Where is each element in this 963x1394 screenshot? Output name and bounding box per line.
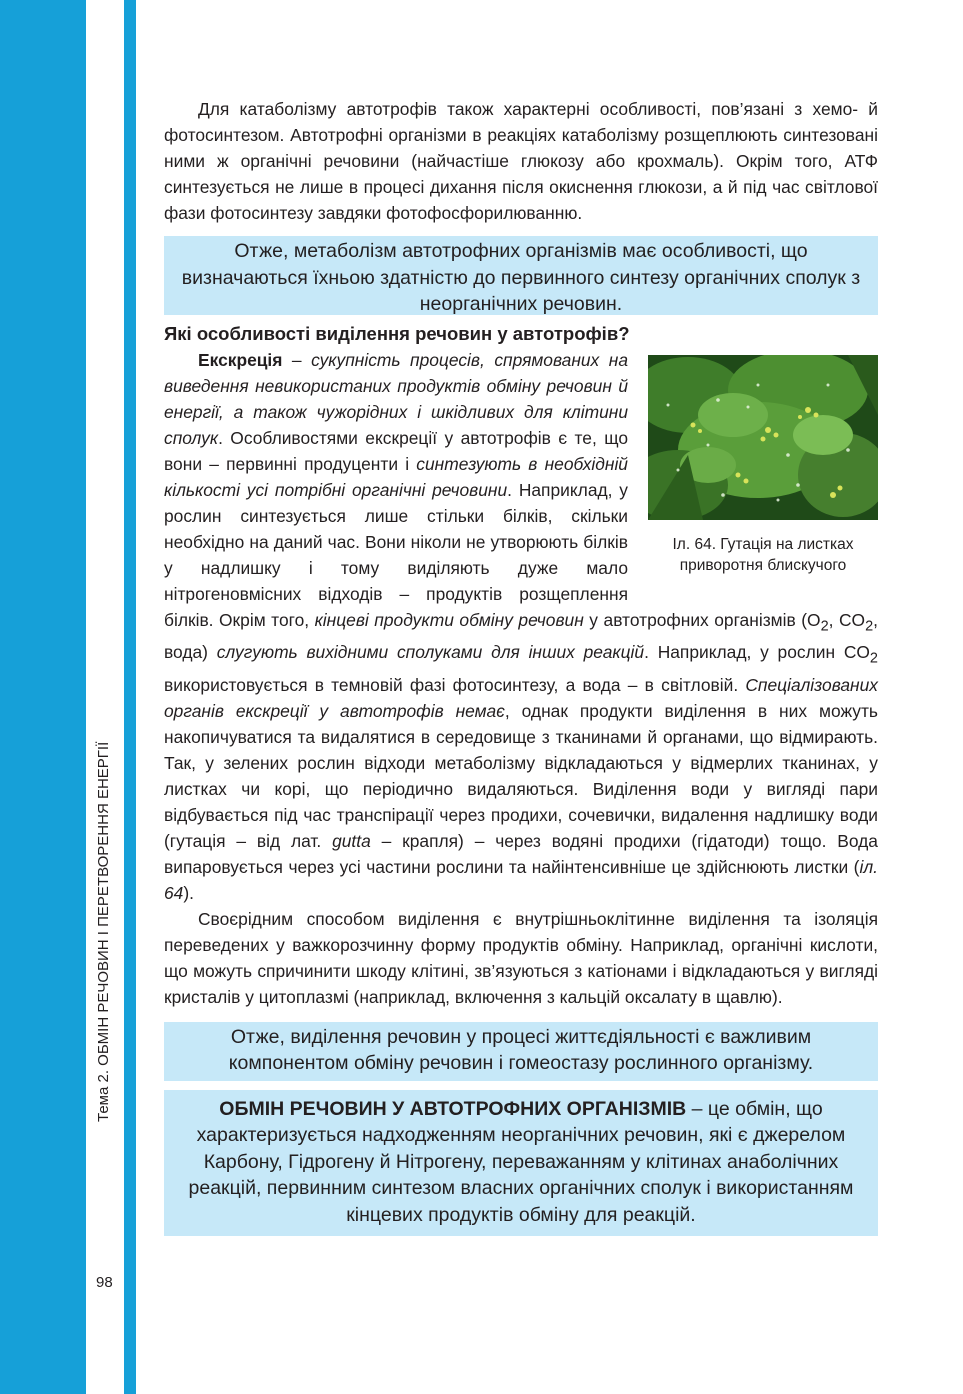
subscript: 2 bbox=[865, 618, 874, 635]
figure-64 bbox=[648, 355, 878, 576]
text-fragment: – bbox=[282, 350, 312, 370]
text-fragment: ). bbox=[183, 882, 194, 903]
summary-box-excretion: Отже, виділення речовин у процесі життєдіяльності є важливим компонентом обміну речовин і гомеостазу рослинного організму. bbox=[164, 1022, 878, 1081]
intracellular-paragraph: Своєрідним способом виділення є внутрішньоклітинне виділення та ізоляція переведених у важкорозчинну форму продуктів обміну. Наприклад, органічні кислоти, що можуть спричинити шкоду клітині, зв’язуються з катіонами і відкладаються у вигляді кристалів у цитоплазмі (наприклад, включення з кальцій оксалату в щавлю). bbox=[164, 908, 878, 1007]
emphasis-text: кінцеві продукти обміну речовин bbox=[314, 610, 584, 630]
chapter-vertical-title: Тема 2. ОБМІН РЕЧОВИН І ПЕРЕТВОРЕННЯ ЕНЕРГІЇ bbox=[95, 741, 112, 1122]
page-number: 98 bbox=[96, 1274, 113, 1291]
emphasis-text: Спеціалізованих органів екскреції у автотрофів немає bbox=[164, 674, 878, 721]
definition-term: ОБМІН РЕЧОВИН У АВТОТРОФНИХ ОРГАНІЗМІВ bbox=[219, 1097, 687, 1120]
text-fragment: , вода) bbox=[164, 610, 878, 663]
emphasis-text: слугують вихідними сполуками для інших реакцій bbox=[216, 642, 645, 663]
subscript: 2 bbox=[820, 618, 829, 635]
caption-line-2: приворотня блискучого bbox=[679, 557, 847, 574]
inner-margin-band bbox=[124, 0, 136, 1394]
text-fragment: . Особливостями екскреції у автотрофів є те, що вони – первинні продуценти і bbox=[164, 428, 628, 474]
subscript: 2 bbox=[869, 650, 878, 667]
emphasis-text: синтезують в необхідній кількості усі потрібні органічні речовини bbox=[164, 454, 628, 500]
left-margin-band bbox=[0, 0, 86, 1394]
text-fragment: , однак продукти виділення в них можуть накопичуватися та видалятися в середовище з тканинами й органами, що відмирають. Так, у зелених рослин відходи метаболізму відкладаються у відмерлих тканинах, у листках чи корі, що періодично видаляються. Виділення води у вигляді пари відбувається під час транспірації через продихи, сочевички, видалення надлишку води (гутація – від лат. bbox=[164, 700, 878, 851]
section-heading: Які особливості виділення речовин у автотрофів? bbox=[164, 323, 630, 344]
margin-gap bbox=[86, 0, 124, 1394]
page-content bbox=[164, 96, 878, 1236]
text-fragment: у автотрофних організмів (O bbox=[583, 610, 821, 630]
text-fragment: . Наприклад, у рослин синтезується лише стільки білків, скільки необхідно на даний час. Вони ніколи не утворюють білків у надлишку і тому виділяють дуже мало нітрогеновмісних відходів – продуктів розщеплення білків. Окрім того, bbox=[164, 480, 628, 630]
excretion-definition: сукупність процесів, спрямованих на виведення невикористаних продуктів обміну речовин й енергії, а також чужорідних і шкідливих для клітини сполук bbox=[164, 350, 628, 448]
guttation-leaves-photo bbox=[648, 355, 878, 520]
caption-line-1: Іл. 64. Гутація на листках bbox=[672, 536, 854, 553]
summary-box-metabolism: Отже, метаболізм автотрофних організмів має особливості, що визначаються їхньою здатністю до первинного синтезу органічних сполук з неорганічних речовин. bbox=[164, 236, 878, 315]
intro-paragraph: Для катаболізму автотрофів також характерні особливості, пов’язані з хемо- й фотосинтезом. Автотрофні організми в реакціях катаболізму розщеплюють синтезовані ними ж органічні речовини (найчастіше глюкозу або крохмаль). Окрім того, АТФ синтезується не лише в процесі дихання після окиснення глюкози, а й під час світлової фази фотосинтезу завдяки фотофосфорилюванню. bbox=[164, 99, 878, 223]
definition-text: – це обмін, що характеризується надходженням неорганічних речовин, які є джерелом Карбону, Гідрогену й Нітрогену, переважанням у клітинах анаболічних реакцій, первинним синтезом власних органічних сполук і використанням кінцевих продуктів обміну для реакцій. bbox=[188, 1097, 854, 1226]
figure-caption bbox=[648, 534, 878, 576]
term-excretion: Екскреція bbox=[198, 350, 283, 370]
excretion-section bbox=[164, 347, 878, 906]
text-fragment: . Наприклад, у рослин CO bbox=[644, 642, 870, 663]
text-fragment: використовується в темновій фазі фотосинтезу, а вода – в світловій. bbox=[164, 674, 746, 695]
definition-box bbox=[164, 1090, 878, 1237]
figure-reference: іл. 64 bbox=[164, 856, 878, 903]
latin-term: gutta bbox=[332, 830, 371, 851]
text-fragment: – крапля) – через водяні продихи (гідатоди) тощо. Вода випаровується через усі частини рослини та найінтенсивніше це здійснюють листки ( bbox=[164, 830, 878, 877]
text-fragment: , CO bbox=[828, 610, 866, 630]
